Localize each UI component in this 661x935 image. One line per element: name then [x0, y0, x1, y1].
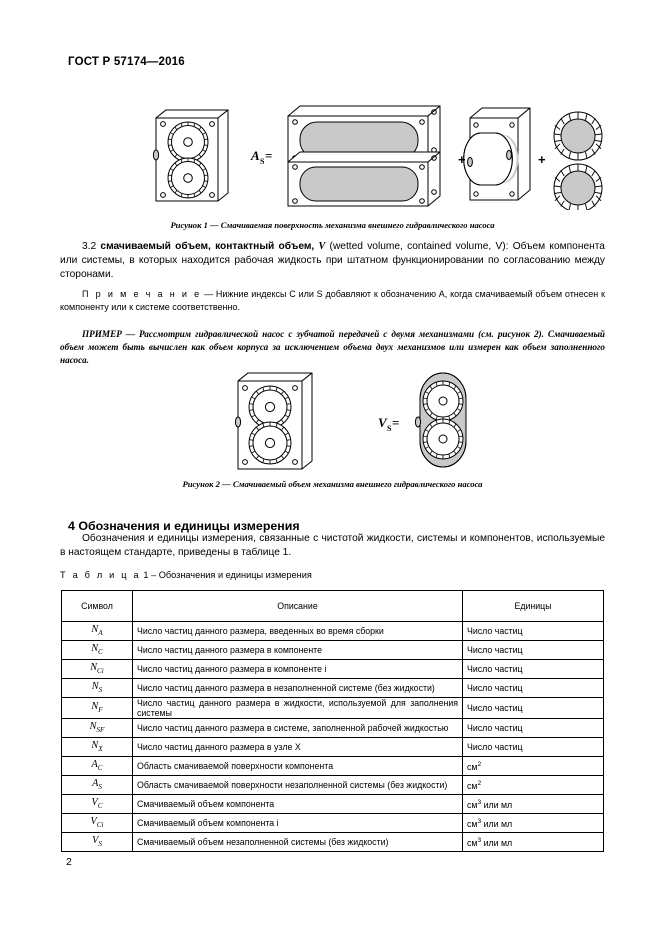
- cell-description: Число частиц данного размера в компоненте i: [133, 660, 463, 679]
- table-row: [62, 622, 604, 641]
- note-text: Нижние индексы C или S добавляют к обозначению A, когда смачиваемый объем отнесен к компоненту или к системе соответственно.: [60, 289, 605, 312]
- note-dash: —: [204, 289, 214, 299]
- svg-text:=: =: [265, 148, 273, 163]
- pump-housing-with-gears: [153, 110, 228, 201]
- figure-1-formula-label: [250, 148, 272, 166]
- cell-unit: Число частиц: [463, 698, 604, 719]
- clause-definition: Объем компонента или системы, в которых находится рабочая жидкость при штатном функционировании по согласованию между сторонами.: [60, 241, 605, 281]
- cell-description: Число частиц данного размера в жидкости, используемой для заполнения системы: [133, 698, 463, 719]
- table-title-dash: –: [151, 570, 157, 580]
- example-block: [60, 328, 605, 366]
- cell-description: Число частиц данного размера в компоненте: [133, 641, 463, 660]
- cell-symbol: $N_X$: [62, 738, 133, 757]
- page-number: 2: [66, 856, 72, 868]
- figure-1-caption: Рисунок 1 — Смачиваемая поверхность механизма внешнего гидравлического насоса: [170, 220, 495, 230]
- column-header-description: Описание: [133, 591, 463, 622]
- table-row: [62, 698, 604, 719]
- cell-description: Смачиваемый объем компонента i: [133, 814, 463, 833]
- example-dash: —: [125, 329, 136, 339]
- column-header-units: Единицы: [463, 591, 604, 622]
- gear-pair: [554, 112, 602, 210]
- table-row: [62, 679, 604, 698]
- table-1-title: [60, 570, 312, 580]
- clause-number: 3.2: [82, 241, 97, 252]
- svg-text:=: =: [392, 415, 400, 430]
- example-text: Рассмотрим гидравлической насос с зубчатой передачей с двумя механизмами (см. рисунок 2). Смачиваемый объем может быть вычислен как объем корпуса за исключением объема двух механизмов или измерен как объем заполненного насоса.: [60, 329, 606, 365]
- cell-symbol: $N_S$: [62, 679, 133, 698]
- section-4-paragraph: [60, 532, 605, 560]
- cell-unit: $см^3$ или мл: [463, 833, 604, 852]
- plus-operator-2: +: [538, 152, 546, 167]
- cell-description: Область смачиваемой поверхности компонента: [133, 757, 463, 776]
- svg-text:S: S: [260, 157, 265, 166]
- svg-text:S: S: [387, 424, 392, 433]
- cell-description: Число частиц данного размера в незаполненной системе (без жидкости): [133, 679, 463, 698]
- figure-2-caption: Рисунок 2 — Смачиваемый объем механизма внешнего гидравлического насоса: [182, 479, 483, 489]
- note-label: П р и м е ч а н и е: [82, 289, 202, 299]
- clause-term: смачиваемый объем, контактный объем,: [100, 241, 315, 252]
- table-title-text: Обозначения и единицы измерения: [158, 570, 312, 580]
- cell-unit: $см^3$ или мл: [463, 814, 604, 833]
- cell-symbol: $N_F$: [62, 698, 133, 719]
- cell-description: Число частиц данного размера в узле X: [133, 738, 463, 757]
- cell-symbol: $N_A$: [62, 622, 133, 641]
- cell-description: Смачиваемый объем компонента: [133, 795, 463, 814]
- figure-2-formula-label: [378, 415, 399, 433]
- cell-description: Область смачиваемой поверхности незаполненной системы (без жидкости): [133, 776, 463, 795]
- symbols-units-table: [61, 590, 604, 852]
- cell-unit: Число частиц: [463, 641, 604, 660]
- table-row: [62, 738, 604, 757]
- svg-text:A: A: [251, 148, 260, 163]
- cell-unit: $см^2$: [463, 776, 604, 795]
- figure-1-illustration: [60, 88, 605, 210]
- example-label: ПРИМЕР: [82, 329, 122, 339]
- cell-symbol: $N_{SF}$: [62, 719, 133, 738]
- svg-text:V: V: [378, 415, 387, 430]
- cell-symbol: $N_{Ci}$: [62, 660, 133, 679]
- cell-symbol: $A_C$: [62, 757, 133, 776]
- cell-description: Смачиваемый объем незаполненной системы (без жидкости): [133, 833, 463, 852]
- wetted-surface-plates: [288, 106, 440, 206]
- cell-unit: Число частиц: [463, 622, 604, 641]
- cell-symbol: $V_S$: [62, 833, 133, 852]
- cell-symbol: $N_C$: [62, 641, 133, 660]
- standard-code-header: ГОСТ Р 57174—2016: [68, 56, 185, 68]
- note-block: [60, 288, 605, 313]
- table-row: [62, 660, 604, 679]
- cell-description: Число частиц данного размера, введенных во время сборки: [133, 622, 463, 641]
- cell-symbol: $V_{Ci}$: [62, 814, 133, 833]
- cell-unit: $см^2$: [463, 757, 604, 776]
- table-row: [62, 757, 604, 776]
- section-4-text: Обозначения и единицы измерения, связанные с чистотой жидкости, системы и компонентов, используемые в настоящем стандарте, приведены в таблице 1.: [60, 533, 605, 559]
- table-body: [62, 622, 604, 852]
- section-4-heading: 4 Обозначения и единицы измерения: [68, 519, 300, 534]
- clause-english-equivalent: (wetted volume, contained volume, V):: [329, 241, 509, 252]
- plus-operator-1: +: [458, 152, 466, 167]
- table-title-number: 1: [143, 570, 149, 580]
- table-title-prefix: Т а б л и ц а: [60, 570, 141, 580]
- cell-unit: Число частиц: [463, 719, 604, 738]
- column-header-symbol: Символ: [62, 591, 133, 622]
- pump-housing-with-gears-2: [235, 373, 312, 469]
- cell-description: Число частиц данного размера в системе, заполненной рабочей жидкостью: [133, 719, 463, 738]
- cell-symbol: $V_C$: [62, 795, 133, 814]
- figure-2-illustration: [60, 365, 605, 475]
- table-header-row: [62, 591, 604, 622]
- cell-unit: Число частиц: [463, 738, 604, 757]
- table-row: [62, 833, 604, 852]
- wetted-volume-shape: [415, 373, 466, 467]
- cell-unit: $см^3$ или мл: [463, 795, 604, 814]
- clause-term-symbol: V: [318, 241, 326, 252]
- housing-frame: [464, 108, 530, 200]
- table-row: [62, 795, 604, 814]
- table-row: [62, 776, 604, 795]
- cell-symbol: $A_S$: [62, 776, 133, 795]
- table-row: [62, 641, 604, 660]
- table-row: [62, 814, 604, 833]
- cell-unit: Число частиц: [463, 660, 604, 679]
- clause-3-2-paragraph: [60, 240, 605, 283]
- table-row: [62, 719, 604, 738]
- cell-unit: Число частиц: [463, 679, 604, 698]
